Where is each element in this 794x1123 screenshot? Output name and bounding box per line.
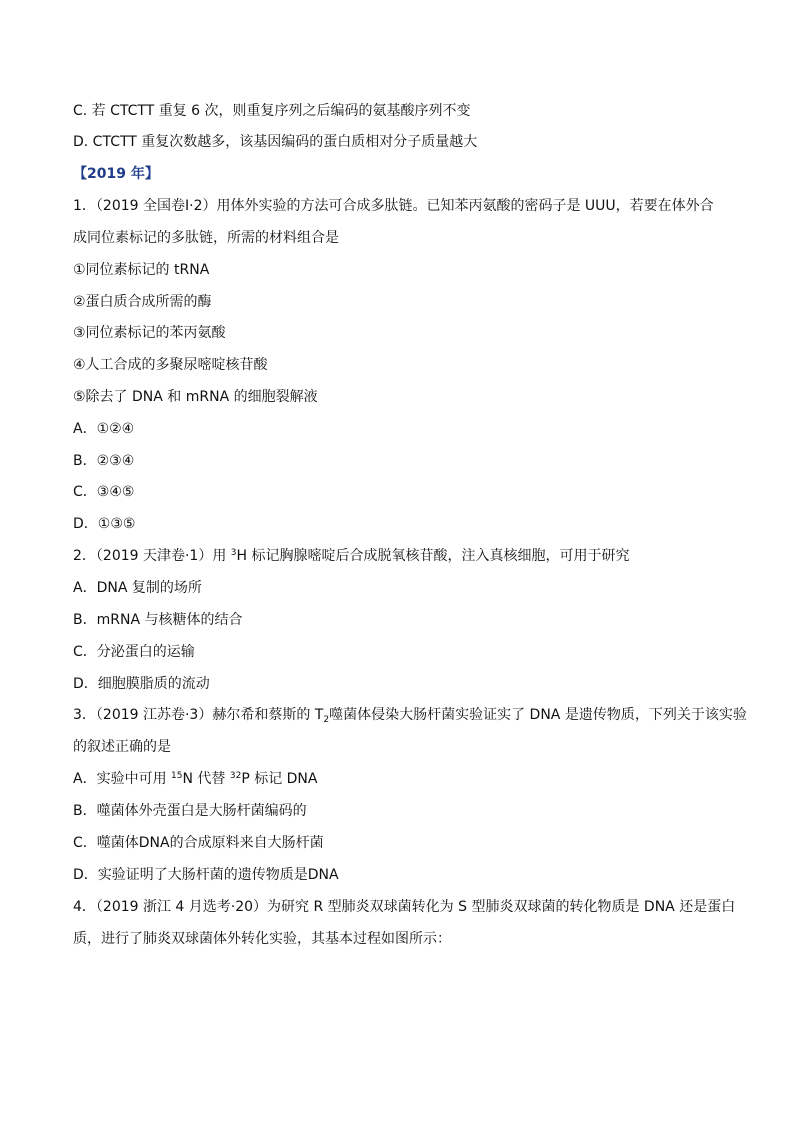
q4-stem-line1: 4．（2019 浙江 4 月选考·20）为研究 R 型肺炎双球菌转化为 S 型肺炎双球菌的转化物质是 DNA 还是蛋白 [73,899,736,915]
q2-option-c: C．分泌蛋白的运输 [73,644,195,660]
q1-material-1: ①同位素标记的 tRNA [73,262,210,278]
q1-material-4: ④人工合成的多聚尿嘧啶核苷酸 [73,357,268,373]
q2-option-d: D．细胞膜脂质的流动 [73,676,210,692]
q1-material-3: ③同位素标记的苯丙氨酸 [73,325,226,341]
q1-option-c: C．③④⑤ [73,484,135,500]
q3-stem-subscript: 2 [323,715,330,725]
q3-a-superscript-1: 15 [171,771,183,781]
q3-option-c: C．噬菌体DNA的合成原料来自大肠杆菌 [73,835,324,851]
q2-stem-after: H 标记胸腺嘧啶后合成脱氧核苷酸，注入真核细胞，可用于研究 [236,548,630,564]
q3-a-superscript-2: 32 [229,771,242,781]
q1-option-b: B．②③④ [73,453,135,469]
q3-option-b: B．噬菌体外壳蛋白是大肠杆菌编码的 [73,803,307,819]
q4-stem-line2: 质，进行了肺炎双球菌体外转化实验，其基本过程如图所示： [73,931,451,947]
q1-option-a: A．①②④ [73,421,135,437]
q1-stem-line1: 1．（2019 全国卷Ⅰ·2）用体外实验的方法可合成多肽链。已知苯丙氨酸的密码子是 UUU，若要在体外合 [73,198,714,214]
q3-stem-before: 3．（2019 江苏卷·3）赫尔希和蔡斯的 T [73,707,324,723]
q3-stem-line1 [73,705,747,725]
prev-option-d: D. CTCTT 重复次数越多，该基因编码的蛋白质相对分子质量越大 [73,134,478,150]
q2-stem-before: 2．（2019 天津卷·1）用 [73,548,231,564]
q1-material-5: ⑤除去了 DNA 和 mRNA 的细胞裂解液 [73,389,318,405]
q3-option-d: D．实验证明了大肠杆菌的遗传物质是DNA [73,867,339,883]
q1-stem-line2: 成同位素标记的多肽链，所需的材料组合是 [73,230,339,246]
q2-option-b: B．mRNA 与核糖体的结合 [73,612,243,628]
q2-stem-superscript: 3 [230,548,237,558]
q1-option-d: D．①③⑤ [73,516,136,532]
q3-stem-line2: 的叙述正确的是 [73,739,171,755]
q3-a-middle: N 代替 [182,771,230,787]
q1-material-2: ②蛋白质合成所需的酶 [73,294,212,310]
q2-stem [73,546,630,566]
q3-stem-after: 噬菌体侵染大肠杆菌实验证实了 DNA 是遗传物质，下列关于该实验 [329,707,747,723]
prev-option-c: C. 若 CTCTT 重复 6 次，则重复序列之后编码的氨基酸序列不变 [73,103,471,119]
year-section-header: 【2019 年】 [73,166,159,182]
q3-a-before: A．实验中可用 [73,771,172,787]
q3-a-after: P 标记 DNA [241,771,318,787]
q2-option-a: A．DNA 复制的场所 [73,580,202,596]
q3-option-a [73,769,318,789]
